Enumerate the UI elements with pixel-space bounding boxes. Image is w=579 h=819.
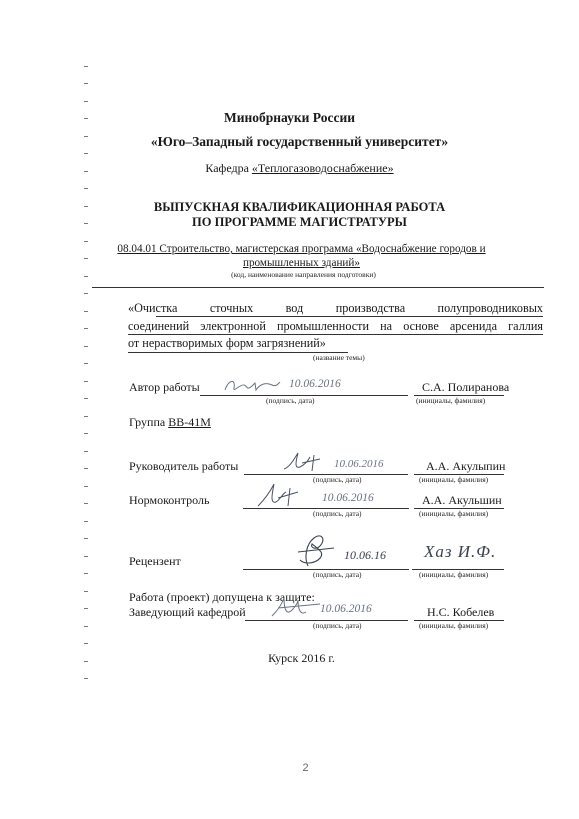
group-value: ВВ-41М: [168, 415, 211, 429]
margin-mark: [84, 153, 88, 154]
page-number: 2: [302, 762, 309, 774]
divider-line: [92, 287, 544, 288]
margin-mark: [84, 503, 88, 504]
ministry-name: Минобрнауки России: [223, 110, 356, 125]
margin-mark: [84, 188, 88, 189]
normcontrol-label: Нормоконтроль: [129, 493, 210, 507]
supervisor-name: А.А. Акулыпин: [426, 459, 506, 473]
work-title-line1: ВЫПУСКНАЯ КВАЛИФИКАЦИОННАЯ РАБОТА: [153, 200, 446, 214]
group: [129, 415, 211, 430]
normcontrol-caption-signature: (подпись, дата): [313, 509, 362, 518]
margin-mark: [84, 363, 88, 364]
margin-mark: [84, 591, 88, 592]
topic-line1: [128, 300, 543, 317]
margin-mark: [84, 486, 88, 487]
margin-mark: [84, 101, 88, 102]
university-name: «Юго–Западный государственный университет»: [150, 134, 449, 149]
head-caption-signature: (подпись, дата): [313, 621, 362, 630]
reviewer-caption-name: (инициалы, фамилия): [419, 570, 489, 579]
author-label: Автор работы: [129, 380, 200, 394]
margin-mark: [84, 538, 88, 539]
margin-mark: [84, 626, 88, 627]
department-name: «Теплогазоводоснабжение»: [251, 161, 394, 175]
topic-line1-text: «Очистка сточных вод производства полупроводниковых: [128, 301, 543, 315]
department-prefix: Кафедра: [205, 161, 249, 175]
normcontrol-signature-image: [252, 480, 312, 510]
margin-mark: [84, 521, 88, 522]
topic-line2-text: соединений электронной промышленности на основе арсенида галлия: [128, 319, 543, 333]
supervisor-caption-name: (инициалы, фамилия): [419, 475, 489, 484]
direction-line1: 08.04.01 Строительство, магистерская программа «Водоснабжение городов и: [117, 243, 486, 255]
supervisor-label: Руководитель работы: [129, 459, 239, 473]
author-date: 10.06.2016: [289, 378, 341, 390]
margin-mark: [84, 468, 88, 469]
head-caption-name: (инициалы, фамилия): [419, 621, 489, 630]
margin-mark: [84, 678, 88, 679]
margin-mark: [84, 346, 88, 347]
author-caption-signature: (подпись, дата): [266, 396, 315, 405]
supervisor-caption-signature: (подпись, дата): [313, 475, 362, 484]
reviewer-caption-signature: (подпись, дата): [313, 570, 362, 579]
margin-mark: [84, 416, 88, 417]
margin-mark: [84, 83, 88, 84]
margin-mark: [84, 608, 88, 609]
normcontrol-caption-name: (инициалы, фамилия): [419, 509, 489, 518]
head-date: 10.06.2016: [320, 603, 372, 615]
reviewer-label: Рецензент: [129, 554, 181, 568]
margin-mark: [84, 241, 88, 242]
topic-line3: от нерастворимых форм загрязнений»: [128, 336, 326, 350]
reviewer-signature-image: [290, 530, 350, 572]
margin-mark: [84, 398, 88, 399]
direction-caption: (код, наименование направления подготовки): [231, 270, 376, 279]
reviewer-date: 10.06.16: [344, 548, 386, 562]
margin-mark: [84, 66, 88, 67]
normcontrol-date: 10.06.2016: [322, 492, 374, 504]
topic-underline: [128, 334, 543, 335]
head-label: Заведующий кафедрой: [129, 605, 246, 619]
direction-line2: промышленных зданий»: [242, 257, 361, 269]
margin-mark: [84, 573, 88, 574]
normcontrol-name: А.А. Акульшин: [422, 493, 502, 507]
margin-mark: [84, 328, 88, 329]
margin-mark: [84, 643, 88, 644]
reviewer-name-handwritten: Хаз И.Ф.: [424, 542, 497, 561]
margin-mark: [84, 381, 88, 382]
supervisor-date: 10.06.2016: [334, 458, 384, 470]
margin-mark: [84, 451, 88, 452]
head-signature-image: [268, 594, 328, 622]
head-name: Н.С. Кобелев: [427, 605, 495, 619]
topic-caption: (название темы): [313, 353, 365, 362]
author-name: С.А. Полиранова: [422, 380, 510, 394]
city-year: Курск 2016 г.: [268, 651, 335, 665]
author-signature-image: [222, 376, 282, 396]
department: [0, 161, 579, 176]
author-caption-name: (инициалы, фамилия): [416, 396, 486, 405]
group-label: Группа: [129, 415, 166, 429]
margin-mark: [84, 433, 88, 434]
margin-mark: [84, 293, 88, 294]
admission-line: Работа (проект) допущена к защите:: [129, 590, 315, 604]
topic-underline: [156, 316, 543, 317]
supervisor-signature-image: [280, 449, 330, 475]
topic-line2: [128, 318, 543, 335]
margin-mark: [84, 556, 88, 557]
margin-mark: [84, 311, 88, 312]
work-title-line2: ПО ПРОГРАММЕ МАГИСТРАТУРЫ: [192, 215, 407, 229]
